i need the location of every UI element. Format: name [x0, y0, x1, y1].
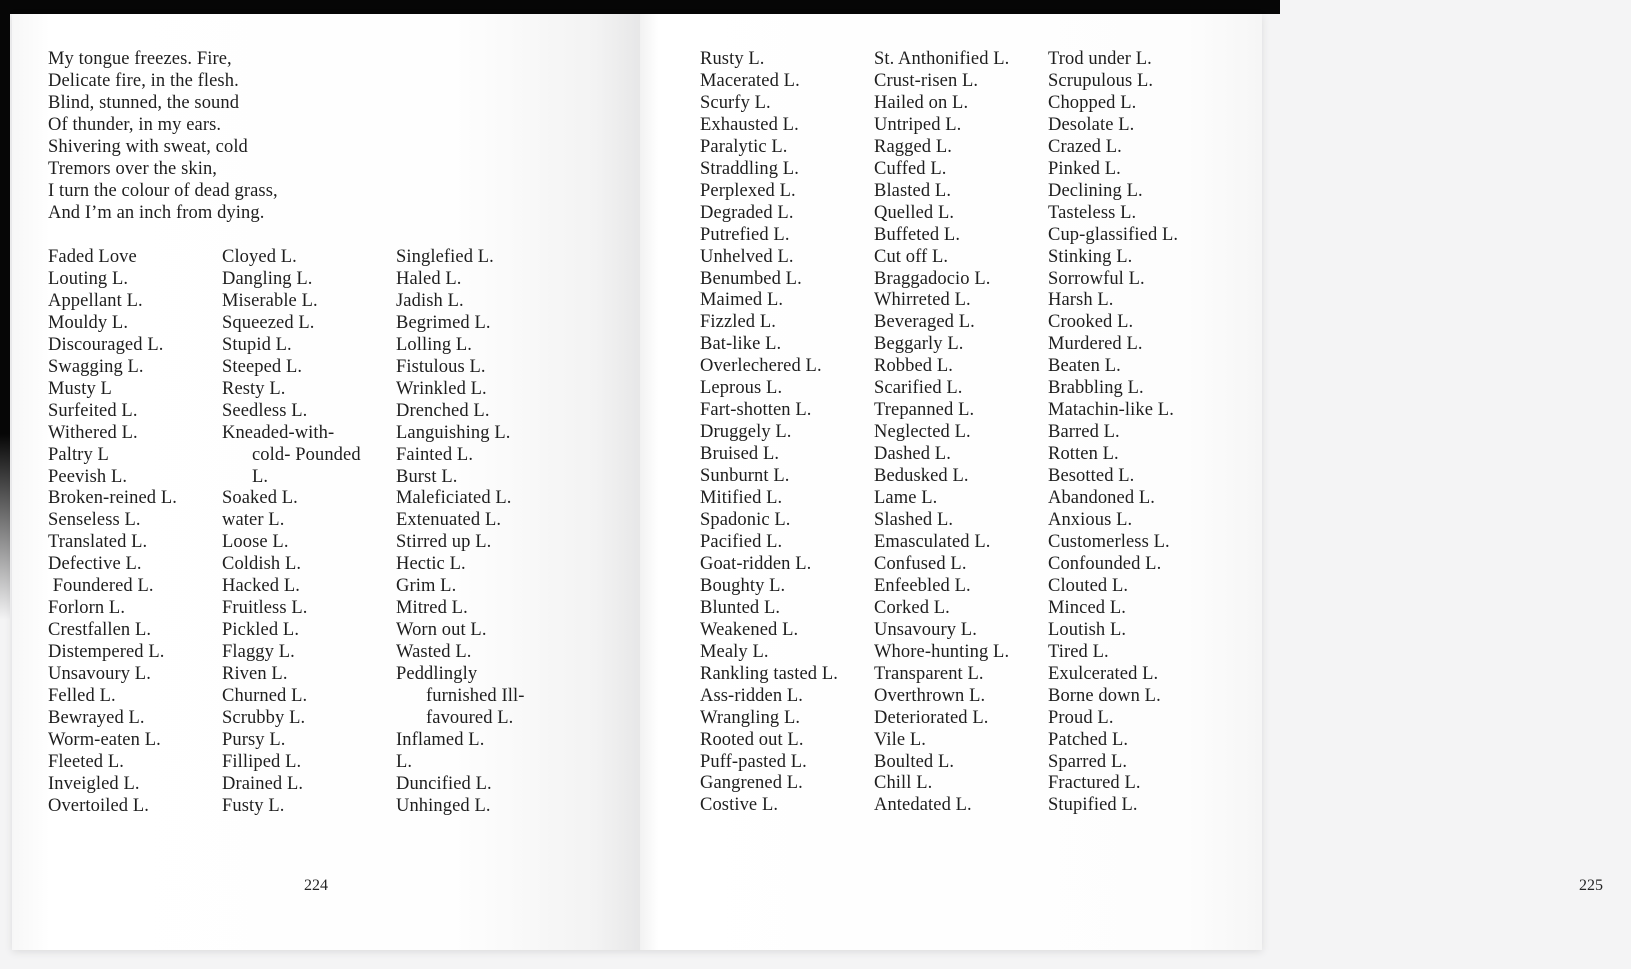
list-item: Spadonic L.	[700, 510, 791, 531]
list-item: Hailed on L.	[874, 92, 969, 113]
list-item: St. Anthonified L.	[874, 49, 1010, 69]
list-item: Murdered L.	[1048, 334, 1143, 355]
list-item: Exhausted L.	[700, 114, 799, 135]
list-item: Peddlingly	[396, 664, 478, 685]
list-item: Straddling L.	[700, 158, 799, 179]
list-item: Drained L.	[222, 773, 304, 794]
list-item: Bat-like L.	[700, 334, 782, 355]
list-item: Beggarly L.	[874, 334, 964, 355]
list-item: Borne down L.	[1048, 685, 1161, 706]
list-item: Ragged L.	[874, 136, 952, 157]
list-item: Squeezed L.	[222, 312, 315, 333]
list-item: Brabbling L.	[1048, 378, 1144, 399]
list-item: Unhelved L.	[700, 246, 794, 267]
list-item: Fart-shotten L.	[700, 400, 812, 421]
poem-line: Blind, stunned, the sound	[48, 92, 240, 113]
list-item: Cut off L.	[874, 246, 949, 267]
page-number: 224	[304, 877, 328, 894]
photo-left-edge	[0, 0, 10, 620]
list-item: Patched L.	[1048, 729, 1129, 750]
list-item: Lolling L.	[396, 334, 473, 355]
list-item: Crestfallen L.	[48, 620, 152, 641]
list-item: Fusty L.	[222, 795, 285, 816]
page-number: 225	[1579, 877, 1603, 894]
list-item: Translated L.	[48, 532, 148, 553]
list-item: Benumbed L.	[700, 268, 802, 289]
list-item: Perplexed L.	[700, 180, 796, 201]
list-item: L.	[396, 751, 413, 772]
list-item: Bruised L.	[700, 444, 780, 465]
list-item: Loose L.	[222, 532, 289, 553]
list-item: L.	[252, 466, 269, 487]
list-item: Maimed L.	[700, 290, 784, 311]
list-item: Ass-ridden L.	[700, 685, 804, 706]
photo-top-edge	[0, 0, 1280, 14]
list-item: Swagging L.	[48, 356, 144, 377]
list-item: Proud L.	[1048, 707, 1114, 728]
list-item: Exulcerated L.	[1048, 663, 1159, 684]
list-item: Cloyed L.	[222, 247, 297, 267]
list-item: cold- Pounded	[252, 444, 361, 465]
list-item: Worm-eaten L.	[48, 729, 161, 750]
list-item: Rotten L.	[1048, 444, 1119, 465]
list-item: Mitified L.	[700, 488, 783, 509]
list-item: Matachin-like L.	[1048, 400, 1174, 421]
list-item: Miserable L.	[222, 290, 318, 311]
list-item: Neglected L.	[874, 422, 971, 443]
list-item: Burst L.	[396, 466, 458, 487]
list-item: Resty L.	[222, 378, 286, 399]
list-item: Robbed L.	[874, 356, 954, 377]
list-item: Confused L.	[874, 553, 967, 574]
list-item: Trepanned L.	[874, 400, 975, 421]
list-item: Overthrown L.	[874, 685, 986, 706]
list-item: Jadish L.	[396, 290, 464, 311]
list-item: Distempered L.	[48, 642, 165, 663]
list-item: Rooted out L.	[700, 729, 804, 750]
list-item: Emasculated L.	[874, 531, 991, 552]
list-item: Duncified L.	[396, 773, 492, 794]
list-item: Inflamed L.	[396, 729, 485, 750]
left-page-word-column-3	[396, 247, 581, 818]
list-item: Chopped L.	[1048, 92, 1137, 113]
list-item: Haled L.	[396, 268, 462, 289]
right-page-word-column-1	[700, 49, 872, 817]
list-item: Tired L.	[1048, 641, 1109, 662]
list-item: Goat-ridden L.	[700, 553, 812, 574]
list-item: Unsavoury L.	[874, 619, 977, 640]
list-item: Beveraged L.	[874, 312, 975, 333]
left-page-word-column-1	[48, 247, 220, 818]
list-item: Peevish L.	[48, 466, 128, 487]
list-item: Boulted L.	[874, 751, 955, 772]
list-item: Crust-risen L.	[874, 70, 979, 91]
list-item: Scrubby L.	[222, 708, 306, 729]
list-item: Singlefied L.	[396, 247, 494, 267]
list-item: Whore-hunting L.	[874, 641, 1010, 662]
list-item: Scurfy L.	[700, 92, 771, 113]
list-item: Tasteless L.	[1048, 202, 1137, 223]
list-item: Stinking L.	[1048, 246, 1133, 267]
list-item: Boughty L.	[700, 575, 786, 596]
list-item: Fractured L.	[1048, 773, 1141, 794]
list-item: Extenuated L.	[396, 510, 502, 531]
list-item: Stirred up L.	[396, 532, 492, 553]
left-page-word-column-2	[222, 247, 394, 818]
list-item: Riven L.	[222, 664, 288, 685]
list-item: Fizzled L.	[700, 312, 777, 333]
list-item: Surfeited L.	[48, 400, 138, 421]
list-item: Chill L.	[874, 773, 933, 794]
list-item: Louting L.	[48, 268, 129, 289]
list-item: Desolate L.	[1048, 114, 1135, 135]
list-item: Languishing L.	[396, 422, 511, 443]
list-item: Defective L.	[48, 554, 142, 575]
list-item: Unsavoury L.	[48, 664, 151, 685]
list-item: Puff-pasted L.	[700, 751, 807, 772]
list-item: Beaten L.	[1048, 356, 1121, 377]
list-item: Untriped L.	[874, 114, 962, 135]
right-page-word-column-2	[874, 49, 1046, 817]
poem-line: Of thunder, in my ears.	[48, 114, 222, 135]
list-item: Blunted L.	[700, 597, 781, 618]
list-item: Drenched L.	[396, 400, 490, 421]
list-item: Macerated L.	[700, 70, 800, 91]
list-item: Wrangling L.	[700, 707, 801, 728]
list-item: Harsh L.	[1048, 290, 1114, 311]
list-item: Maleficiated L.	[396, 488, 512, 509]
list-item: Dashed L.	[874, 444, 951, 465]
list-item: Customerless L.	[1048, 531, 1170, 552]
list-item: Pickled L.	[222, 620, 300, 641]
list-item: Musty L	[48, 378, 112, 399]
list-item: Lame L.	[874, 488, 938, 509]
list-item: Braggadocio L.	[874, 268, 991, 289]
list-item: Discouraged L.	[48, 334, 164, 355]
list-item: Overlechered L.	[700, 356, 822, 377]
list-item: Blasted L.	[874, 180, 952, 201]
poem-line: And I’m an inch from dying.	[48, 202, 265, 223]
list-item: Cup-glassified L.	[1048, 224, 1179, 245]
list-item: Minced L.	[1048, 597, 1126, 618]
list-item: Confounded L.	[1048, 553, 1162, 574]
list-item: Coldish L.	[222, 554, 302, 575]
poem-line: Tremors over the skin,	[48, 158, 218, 179]
list-item: Mouldy L.	[48, 312, 129, 333]
list-item: Declining L.	[1048, 180, 1143, 201]
list-item: Paltry L	[48, 444, 109, 465]
list-item: Anxious L.	[1048, 510, 1133, 531]
list-item: Pursy L.	[222, 729, 286, 750]
list-item: Mitred L.	[396, 598, 468, 619]
list-item: Cuffed L.	[874, 158, 947, 179]
list-item: Gangrened L.	[700, 773, 803, 794]
poem-line: Delicate fire, in the flesh.	[48, 70, 239, 91]
list-item: Sorrowful L.	[1048, 268, 1145, 289]
list-item: Withered L.	[48, 422, 138, 443]
list-item: Barred L.	[1048, 422, 1120, 443]
list-item: Bedusked L.	[874, 466, 969, 487]
list-item: Senseless L.	[48, 510, 141, 531]
list-item: Leprous L.	[700, 378, 783, 399]
list-item: Abandoned L.	[1048, 488, 1156, 509]
poem	[48, 49, 378, 225]
list-item: Soaked L.	[222, 488, 298, 509]
list-item: Loutish L.	[1048, 619, 1127, 640]
list-item: Kneaded-with-	[222, 422, 335, 443]
list-item: Filliped L.	[222, 751, 302, 772]
list-item: Enfeebled L.	[874, 575, 971, 596]
list-item: Scarified L.	[874, 378, 963, 399]
list-item: Grim L.	[396, 576, 457, 597]
list-item: Rusty L.	[700, 49, 765, 69]
list-item: Steeped L.	[222, 356, 303, 377]
list-item: Inveigled L.	[48, 773, 140, 794]
list-item: Pacified L.	[700, 531, 783, 552]
list-item: furnished Ill-	[426, 686, 525, 707]
poem-line: I turn the colour of dead grass,	[48, 180, 278, 201]
list-item: Clouted L.	[1048, 575, 1129, 596]
list-item: Fruitless L.	[222, 598, 308, 619]
list-item: Flaggy L.	[222, 642, 295, 663]
list-item: Quelled L.	[874, 202, 955, 223]
list-item: Sparred L.	[1048, 751, 1128, 772]
list-item: Deteriorated L.	[874, 707, 989, 728]
list-item: Trod under L.	[1048, 49, 1152, 69]
list-item: Fleeted L.	[48, 751, 125, 772]
list-item: Pinked L.	[1048, 158, 1121, 179]
list-item: Costive L.	[700, 795, 779, 816]
list-item: Rankling tasted L.	[700, 663, 838, 684]
list-item: Buffeted L.	[874, 224, 961, 245]
list-item: Wrinkled L.	[396, 378, 487, 399]
list-item: Antedated L.	[874, 795, 972, 816]
list-item: Worn out L.	[396, 620, 487, 641]
list-item: Scrupulous L.	[1048, 70, 1154, 91]
list-item: Overtoiled L.	[48, 795, 149, 816]
list-item: Putrefied L.	[700, 224, 790, 245]
list-item: Faded Love	[48, 247, 137, 267]
list-item: Paralytic L.	[700, 136, 788, 157]
list-item: favoured L.	[426, 708, 514, 729]
list-item: Slashed L.	[874, 510, 954, 531]
list-item: Weakened L.	[700, 619, 799, 640]
list-item: Begrimed L.	[396, 312, 491, 333]
list-item: Vile L.	[874, 729, 926, 750]
list-item: Sunburnt L.	[700, 466, 790, 487]
right-page-word-column-3	[1048, 49, 1233, 817]
list-item: Stupified L.	[1048, 795, 1138, 816]
list-item: Broken-reined L.	[48, 488, 177, 509]
list-item: water L.	[222, 510, 285, 531]
list-item: Appellant L.	[48, 290, 143, 311]
list-item: Mealy L.	[700, 641, 769, 662]
list-item: Wasted L.	[396, 642, 472, 663]
list-item: Transparent L.	[874, 663, 984, 684]
list-item: Unhinged L.	[396, 795, 491, 816]
list-item: Bewrayed L.	[48, 708, 145, 729]
list-item: Foundered L.	[48, 576, 154, 597]
list-item: Churned L.	[222, 686, 308, 707]
list-item: Stupid L.	[222, 334, 292, 355]
list-item: Hacked L.	[222, 576, 300, 597]
list-item: Crazed L.	[1048, 136, 1122, 157]
list-item: Whirreted L.	[874, 290, 971, 311]
list-item: Degraded L.	[700, 202, 794, 223]
list-item: Crooked L.	[1048, 312, 1134, 333]
list-item: Hectic L.	[396, 554, 466, 575]
list-item: Felled L.	[48, 686, 116, 707]
list-item: Forlorn L.	[48, 598, 126, 619]
poem-line: Shivering with sweat, cold	[48, 136, 248, 157]
poem-line: My tongue freezes. Fire,	[48, 49, 232, 69]
list-item: Seedless L.	[222, 400, 308, 421]
list-item: Druggely L.	[700, 422, 792, 443]
list-item: Fainted L.	[396, 444, 474, 465]
list-item: Fistulous L.	[396, 356, 486, 377]
list-item: Dangling L.	[222, 268, 313, 289]
list-item: Besotted L.	[1048, 466, 1135, 487]
list-item: Corked L.	[874, 597, 950, 618]
